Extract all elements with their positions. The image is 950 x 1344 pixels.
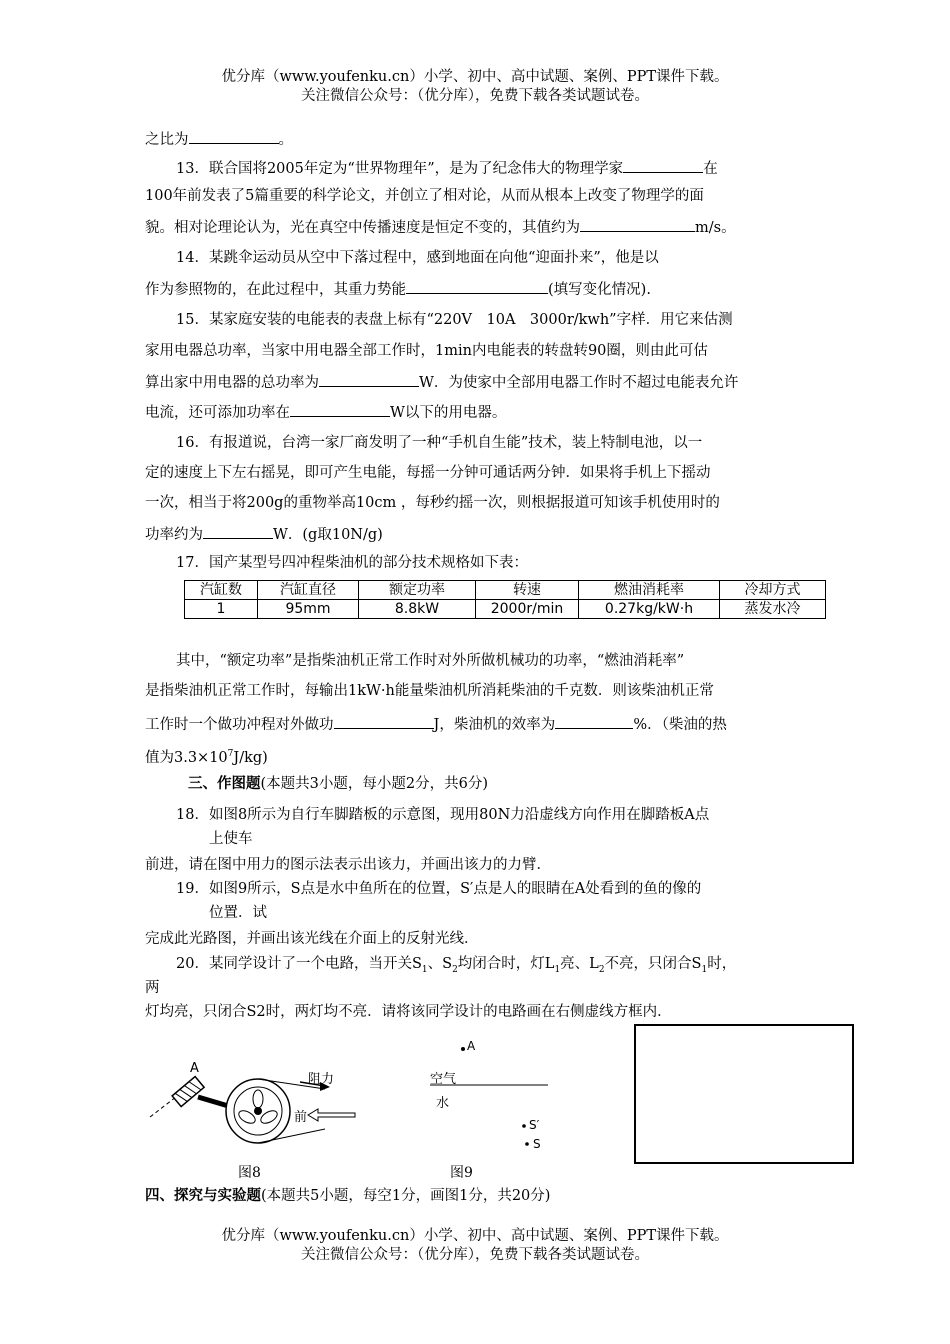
q20-line3: 灯均亮，只闭合S2时，两灯均不亮．请将该同学设计的电路画在右侧虚线方框内． bbox=[145, 1004, 672, 1020]
q20-text-c: 均闭合时，灯L bbox=[457, 956, 555, 972]
q18-line2: 上使车 bbox=[209, 831, 253, 847]
q20-text-b: 、S bbox=[427, 956, 453, 972]
q20-sub-4: 2 bbox=[598, 964, 605, 975]
q20-sub-3: 1 bbox=[554, 964, 561, 975]
q12-tail bbox=[145, 128, 293, 150]
q15-text-4a: 电流，还可添加功率在 bbox=[145, 405, 290, 421]
circuit-answer-box[interactable] bbox=[634, 1024, 854, 1164]
q13-text-1b: 在 bbox=[703, 161, 718, 177]
q19-line2: 位置．试 bbox=[209, 905, 267, 921]
section3-heading bbox=[188, 774, 488, 794]
table-cell: 95mm bbox=[258, 600, 359, 619]
figure-8-pedal-diagram bbox=[140, 1055, 380, 1155]
q17-text-4b: J/kg) bbox=[233, 749, 268, 766]
q14-line2 bbox=[145, 278, 651, 300]
fig9-label-s: S bbox=[533, 1137, 541, 1151]
q17-blank-2 bbox=[555, 713, 633, 729]
q20-sub-2: 2 bbox=[452, 964, 458, 975]
page-footer-line2: 关注微信公众号：（优分库），免费下载各类试题试卷。 bbox=[301, 1247, 649, 1263]
section3-title: 三、作图题 bbox=[188, 775, 261, 792]
table-cell: 8.8kW bbox=[359, 600, 476, 619]
q17-text-4a: 值为3.3×10 bbox=[145, 749, 228, 766]
fig8-label-a: A bbox=[190, 1061, 199, 1076]
q17-line2: 是指柴油机正常工作时，每输出1kW·h能量柴油机所消耗柴油的千克数．则该柴油机正常 bbox=[145, 683, 714, 699]
table-header-row bbox=[185, 581, 826, 600]
fig9-caption: 图9 bbox=[450, 1165, 473, 1181]
fig9-label-air: 空气 bbox=[430, 1072, 457, 1087]
q16-blank bbox=[203, 523, 273, 539]
q15-text-3b: W．为使家中全部用电器工作时不超过电能表允许 bbox=[419, 375, 739, 391]
q15-line2: 家用电器总功率，当家中用电器全部工作时，1min内电能表的转盘转90圈，则由此可估 bbox=[145, 343, 708, 359]
page-header-line2: 关注微信公众号：（优分库），免费下载各类试题试卷。 bbox=[301, 88, 649, 104]
pedal bbox=[172, 1077, 204, 1107]
q13-blank-2 bbox=[580, 216, 695, 232]
table-cell: 2000r/min bbox=[476, 600, 579, 619]
point-a-marker bbox=[461, 1047, 465, 1051]
q18-line1: 18．如图8所示为自行车脚踏板的示意图，现用80N力沿虚线方向作用在脚踏板A点 bbox=[176, 807, 710, 823]
q20-line2: 两 bbox=[145, 980, 160, 996]
q13-line3 bbox=[145, 216, 736, 238]
diesel-spec-table bbox=[184, 580, 826, 619]
q19-line1: 19．如图9所示，S点是水中鱼所在的位置，S′点是人的眼睛在A处看到的鱼的像的 bbox=[176, 881, 702, 897]
q18-line3: 前进，请在图中用力的图示法表示出该力，并画出该力的力臂． bbox=[145, 857, 551, 873]
q17-text-3a: 工作时一个做功冲程对外做功 bbox=[145, 717, 334, 733]
q15-line1: 15．某家庭安装的电能表的表盘上标有“220V 10A 3000r/kwh”字样．用它来估测 bbox=[176, 312, 733, 328]
q15-text-4b: W以下的用电器。 bbox=[390, 405, 507, 421]
section4-title: 四、探究与实验题 bbox=[145, 1187, 261, 1204]
q12-blank bbox=[189, 128, 279, 144]
q20-text-a: 20．某同学设计了一个电路，当开关S bbox=[176, 956, 422, 972]
q14-text-2a: 作为参照物的，在此过程中，其重力势能 bbox=[145, 282, 406, 298]
q16-line1: 16．有报道说，台湾一家厂商发明了一种“手机自生能”技术，装上特制电池，以一 bbox=[176, 435, 703, 451]
table-header-cell: 冷却方式 bbox=[720, 581, 826, 600]
q14-line1: 14．某跳伞运动员从空中下落过程中，感到地面在向他“迎面扑来”，他是以 bbox=[176, 250, 659, 266]
q17-text-3c: %．（柴油的热 bbox=[633, 717, 727, 733]
q16-text-4a: 功率约为 bbox=[145, 527, 203, 543]
point-s-marker bbox=[525, 1142, 529, 1146]
q13-text-3b: m/s。 bbox=[695, 220, 736, 236]
table-cell: 0.27kg/kW·h bbox=[579, 600, 720, 619]
q16-line3: 一次，相当于将200g的重物举高10cm ，每秒约摇一次，则根据报道可知该手机使用时的 bbox=[145, 495, 720, 511]
q13-line2: 100年前发表了5篇重要的科学论文，并创立了相对论，从而从根本上改变了物理学的面 bbox=[145, 188, 704, 204]
q13-text-1a: 13．联合国将2005年定为“世界物理年”，是为了纪念伟大的物理学家 bbox=[176, 161, 624, 177]
table-row bbox=[185, 600, 826, 619]
q13-text-3a: 貌。相对论理论认为，光在真空中传播速度是恒定不变的，其值约为 bbox=[145, 220, 580, 236]
table-header-cell: 汽缸直径 bbox=[258, 581, 359, 600]
fig8-label-resist: 阻力 bbox=[308, 1072, 335, 1087]
fig9-label-water: 水 bbox=[436, 1096, 450, 1111]
section4-desc: (本题共5小题，每空1分，画图1分，共20分) bbox=[261, 1188, 551, 1204]
q16-text-4b: W．(g取10N/g) bbox=[273, 527, 383, 543]
page-header-line1: 优分库（www.youfenku.cn）小学、初中、高中试题、案例、PPT课件下载。 bbox=[221, 69, 729, 85]
q14-text-2b: (填写变化情况). bbox=[548, 282, 651, 298]
q19-line3: 完成此光路图，并画出该光线在介面上的反射光线． bbox=[145, 931, 479, 947]
q13-line1 bbox=[176, 157, 718, 179]
q15-line4 bbox=[145, 401, 506, 423]
fig8-label-forward: 前 bbox=[294, 1110, 308, 1125]
q20-sub-1: 1 bbox=[421, 964, 428, 975]
q12-text-b: 。 bbox=[278, 132, 293, 148]
table-header-cell: 额定功率 bbox=[359, 581, 476, 600]
q17-line3 bbox=[145, 713, 727, 735]
forward-arrow-icon bbox=[308, 1109, 355, 1121]
q17-line1: 其中，“额定功率”是指柴油机正常工作时对外所做机械功的功率，“燃油消耗率” bbox=[176, 653, 685, 669]
table-header-cell: 转速 bbox=[476, 581, 579, 600]
section3-desc: (本题共3小题，每小题2分，共6分) bbox=[260, 776, 488, 792]
table-cell: 1 bbox=[185, 600, 258, 619]
q17-blank-1 bbox=[334, 713, 434, 729]
point-s-prime-marker bbox=[522, 1124, 526, 1128]
table-header-cell: 燃油消耗率 bbox=[579, 581, 720, 600]
q15-text-3a: 算出家中用电器的总功率为 bbox=[145, 375, 319, 391]
fig9-label-s-prime: S′ bbox=[529, 1118, 540, 1132]
q15-blank-1 bbox=[319, 371, 419, 387]
fig8-caption: 图8 bbox=[238, 1165, 261, 1181]
chainring-spoke bbox=[253, 1090, 263, 1108]
q20-line1 bbox=[176, 954, 736, 980]
table-cell: 蒸发水冷 bbox=[720, 600, 826, 619]
axle bbox=[254, 1107, 262, 1115]
q17-intro: 17．国产某型号四冲程柴油机的部分技术规格如下表： bbox=[176, 555, 528, 571]
q17-text-3b: J，柴油机的效率为 bbox=[433, 717, 556, 733]
page-footer-line1: 优分库（www.youfenku.cn）小学、初中、高中试题、案例、PPT课件下载。 bbox=[221, 1228, 729, 1244]
q20-text-d: 亮、L bbox=[560, 956, 599, 972]
q13-blank-1 bbox=[623, 157, 703, 173]
table-header-cell: 汽缸数 bbox=[185, 581, 258, 600]
q16-line4 bbox=[145, 523, 383, 545]
q12-text-a: 之比为 bbox=[145, 132, 189, 148]
q20-sub-5: 1 bbox=[701, 964, 708, 975]
fig9-label-a: A bbox=[467, 1039, 476, 1053]
section4-heading bbox=[145, 1186, 550, 1206]
q14-blank bbox=[406, 278, 548, 294]
q20-text-e: 不亮，只闭合S bbox=[604, 956, 702, 972]
q20-text-f: 时， bbox=[707, 956, 737, 972]
q15-blank-2 bbox=[290, 401, 390, 417]
q17-superscript: 7 bbox=[227, 749, 234, 759]
q15-line3 bbox=[145, 371, 738, 393]
q17-line4 bbox=[145, 744, 268, 768]
q16-line2: 定的速度上下左右摇晃，即可产生电能，每摇一分钟可通话两分钟．如果将手机上下摇动 bbox=[145, 465, 711, 481]
